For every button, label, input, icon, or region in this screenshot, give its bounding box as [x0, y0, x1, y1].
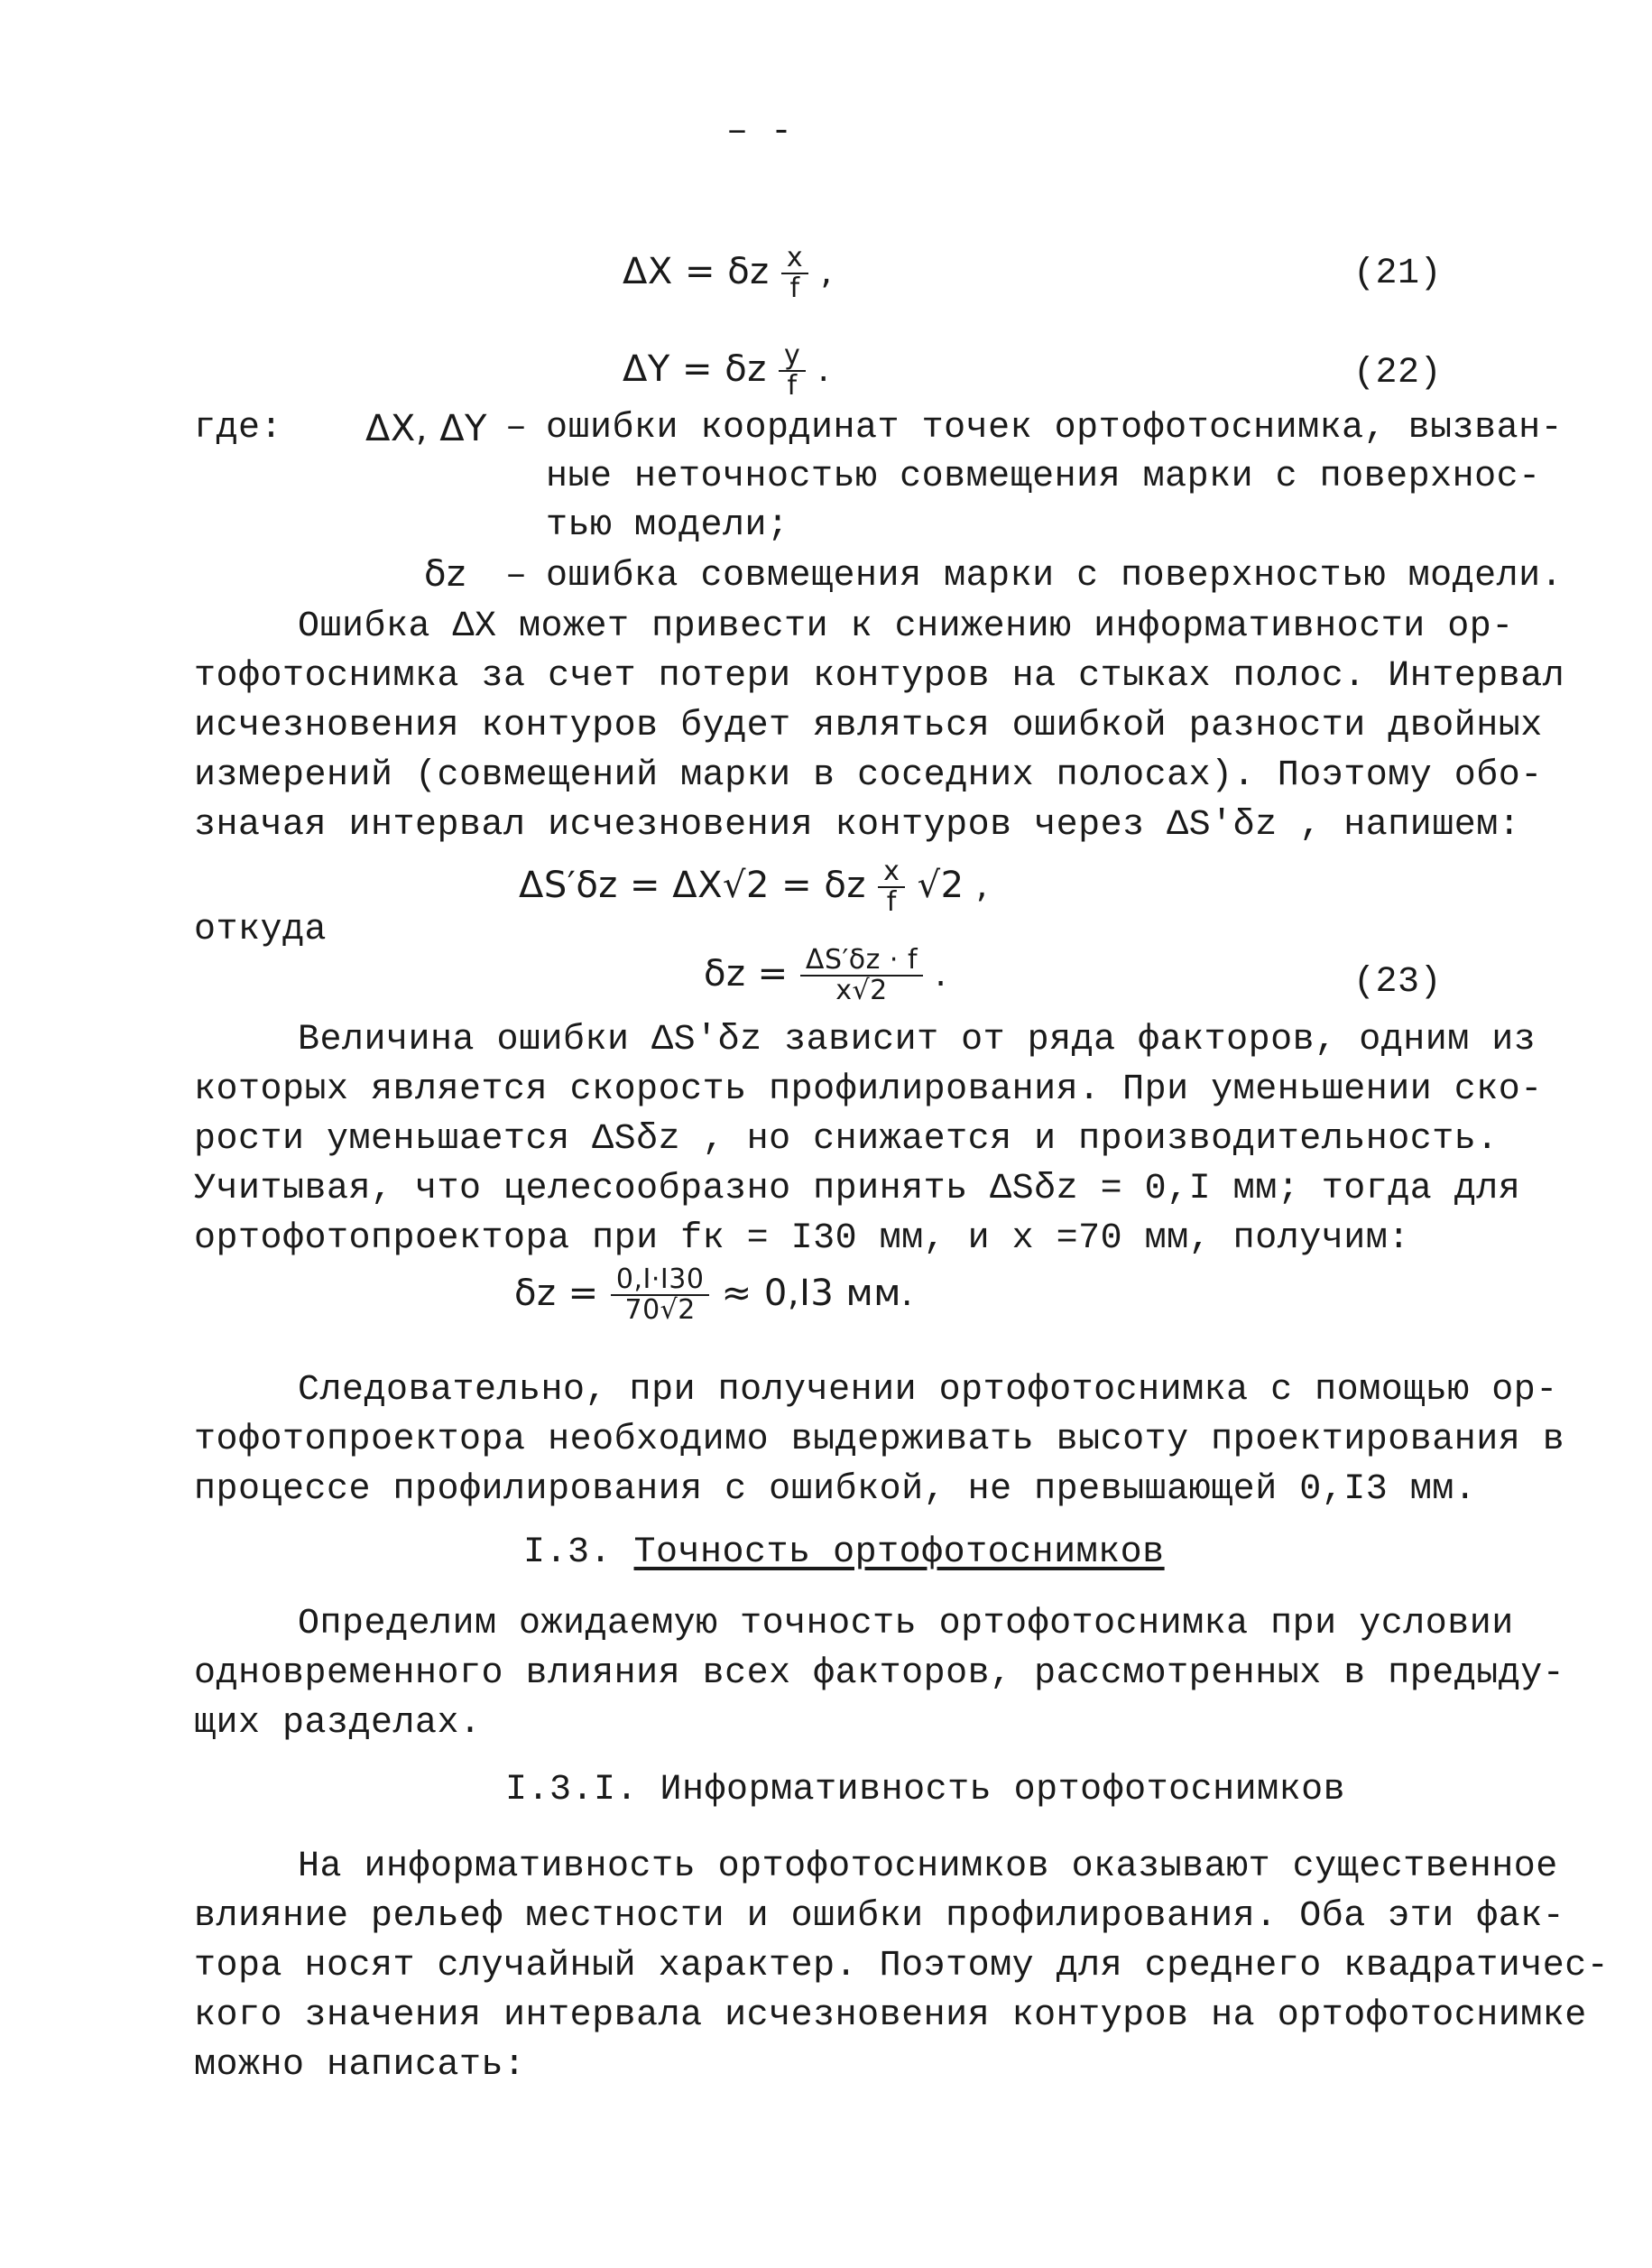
otkuda-word: откуда	[194, 910, 328, 950]
where-symbol-dz: δz	[424, 553, 466, 595]
equation-21-tail: ,	[820, 251, 833, 292]
where-definition-1-line-2: ные неточностью совмещения марки с поверхнос-	[546, 457, 1541, 497]
equation-calculation-lhs: δz =	[514, 1273, 599, 1314]
where-dash-1: –	[505, 408, 528, 449]
section-1-3-1-title: Информативность ортофотоснимков	[660, 1770, 1346, 1810]
where-definition-1-line-3: тью модели;	[546, 505, 789, 546]
equation-22-fraction	[779, 341, 806, 401]
paragraph-2-line-2: которых является скорость профилирования. При уменьшении ско-	[194, 1069, 1543, 1110]
equation-22-label: (22)	[1353, 353, 1443, 393]
paragraph-3-line-3: процессе профилирования с ошибкой, не превышающей 0,I3 мм.	[194, 1469, 1477, 1510]
equation-interval-denominator: f	[886, 886, 897, 918]
equation-21-lhs: ΔX = δz	[623, 251, 770, 292]
equation-22-denominator: f	[787, 370, 798, 402]
paragraph-2-line-4: Учитывая, что целесообразно принять ΔSδz = 0,I мм; тогда для	[194, 1169, 1521, 1209]
paragraph-4-line-3: щих разделах.	[194, 1703, 482, 1744]
paragraph-3-line-1: Следовательно, при получении ортофотоснимка с помощью ор-	[298, 1370, 1558, 1411]
section-1-3-title: Точность ортофотоснимков	[633, 1532, 1165, 1573]
section-1-3-1-number: I.3.I.	[505, 1770, 639, 1810]
equation-22	[623, 341, 830, 401]
paragraph-1-line-1: Ошибка ΔX может привести к снижению информативности ор-	[298, 606, 1514, 647]
equation-23-lhs: δz =	[704, 953, 789, 995]
equation-21-denominator: f	[789, 273, 800, 304]
paragraph-2-line-3: рости уменьшается ΔSδz , но снижается и производительность.	[194, 1119, 1499, 1160]
paragraph-5-line-2: влияние рельеф местности и ошибки профилирования. Оба эти фак-	[194, 1896, 1565, 1937]
equation-calculation-denominator: 70√2	[624, 1294, 696, 1326]
section-1-3-number: I.3.	[523, 1532, 613, 1573]
equation-23-tail: .	[935, 953, 947, 995]
where-symbol-dx-dy: ΔX, ΔY	[365, 408, 487, 449]
equation-calculation-numerator: 0,I·I30	[611, 1265, 710, 1296]
equation-21	[623, 244, 833, 303]
equation-calculation-tail: ≈ 0,I3 мм.	[721, 1273, 914, 1314]
equation-calculation-fraction	[611, 1265, 710, 1325]
paragraph-1-line-2: тофотоснимка за счет потери контуров на стыках полос. Интервал	[194, 656, 1565, 697]
paragraph-1-line-3: исчезновения контуров будет являться ошибкой разности двойных	[194, 706, 1543, 746]
equation-21-numerator: x	[781, 244, 808, 274]
equation-interval-fraction	[878, 857, 905, 917]
where-definition-1-line-1: ошибки координат точек ортофотоснимка, вызван-	[546, 408, 1564, 449]
paragraph-5-line-5: можно написать:	[194, 2045, 526, 2086]
equation-23-denominator: x√2	[835, 975, 888, 1006]
equation-interval-numerator: x	[878, 857, 905, 888]
equation-interval	[519, 857, 988, 917]
where-dash-2: –	[505, 556, 528, 597]
paragraph-5-line-3: тора носят случайный характер. Поэтому для среднего квадратичес-	[194, 1946, 1610, 1986]
section-1-3-1-heading	[505, 1764, 1345, 1817]
equation-23-fraction	[800, 946, 923, 1005]
equation-22-lhs: ΔY = δz	[623, 348, 767, 390]
paragraph-1-line-4: измерений (совмещений марки в соседних полосах). Поэтому обо-	[194, 755, 1543, 796]
equation-22-tail: .	[817, 348, 830, 390]
equation-23-numerator: ΔS′δz · f	[800, 946, 923, 977]
where-definition-2: ошибка совмещения марки с поверхностью модели.	[546, 556, 1564, 597]
paragraph-1-line-5: значая интервал исчезновения контуров через ΔS′δz , напишем:	[194, 805, 1521, 846]
equation-23-label: (23)	[1353, 962, 1443, 1003]
equation-interval-tail: √2 ,	[917, 865, 988, 906]
paragraph-3-line-2: тофотопроектора необходимо выдерживать высоту проектирования в	[194, 1420, 1565, 1460]
where-word: где:	[194, 408, 283, 449]
equation-21-label: (21)	[1353, 254, 1443, 294]
paragraph-5-line-4: кого значения интервала исчезновения контуров на ортофотоснимке	[194, 1995, 1587, 2036]
equation-23	[704, 946, 947, 1005]
paragraph-2-line-1: Величина ошибки ΔS′δz зависит от ряда факторов, одним из	[298, 1020, 1537, 1060]
page-number: – -	[726, 112, 793, 153]
paragraph-2-line-5: ортофотопроектора при fк = I30 мм, и x =70 мм, получим:	[194, 1218, 1410, 1259]
equation-21-fraction	[781, 244, 808, 303]
paragraph-5-line-1: На информативность ортофотоснимков оказывают существенное	[298, 1847, 1558, 1887]
paragraph-4-line-2: одновременного влияния всех факторов, рассмотренных в предыду-	[194, 1653, 1565, 1694]
equation-22-numerator: y	[779, 341, 806, 372]
equation-calculation	[514, 1265, 913, 1325]
section-1-3-heading	[523, 1527, 1165, 1579]
paragraph-4-line-1: Определим ожидаемую точность ортофотоснимка при условии	[298, 1604, 1514, 1644]
equation-interval-lhs: ΔS′δz = ΔX√2 = δz	[519, 865, 866, 906]
